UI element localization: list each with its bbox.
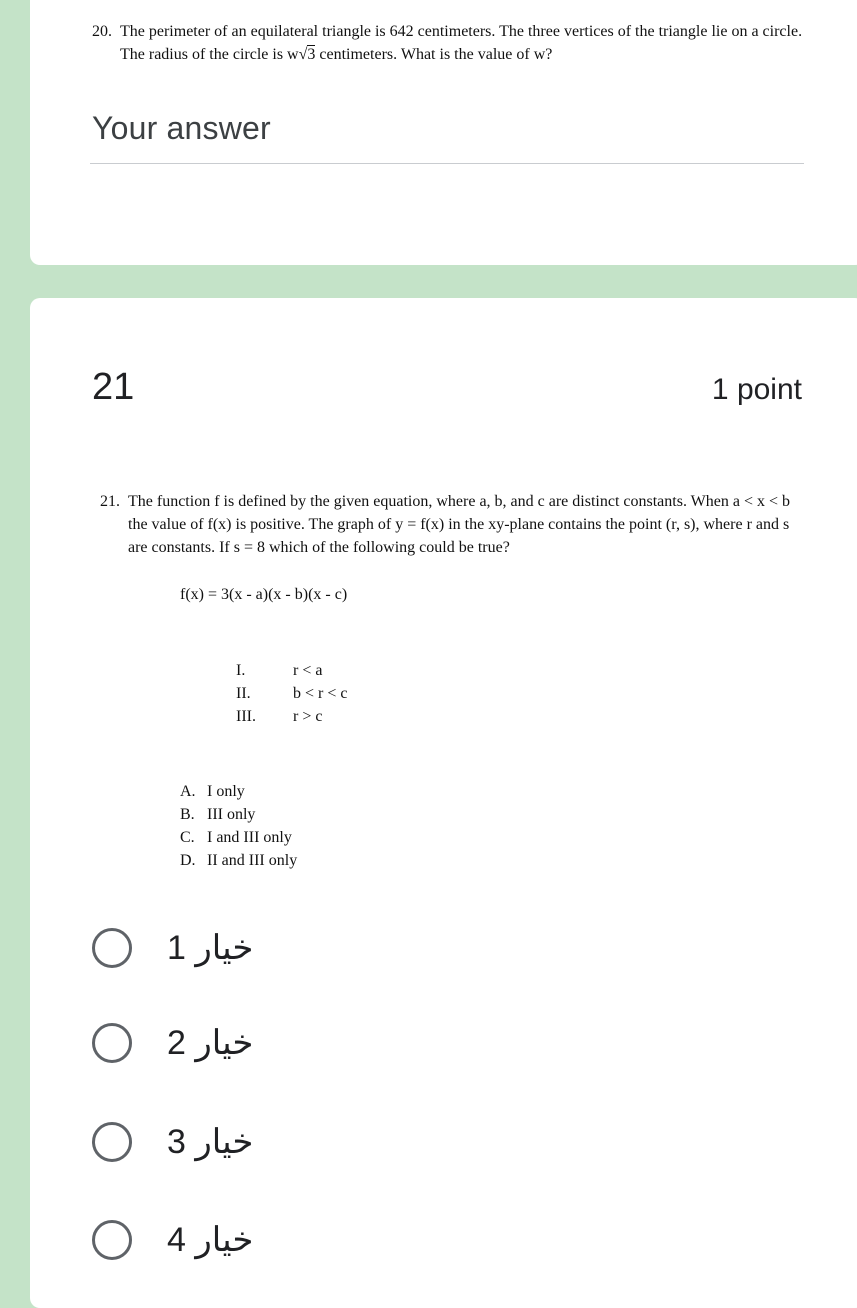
radio-option-4[interactable] [92,1210,253,1270]
question-21-text: The function f is defined by the given equation, where a, b, and c are distinct constants. When a < x < b the value of f(x) is positive. The graph of y = f(x) in the xy-plane contains the point (r, s), where r and s are constants. If s = 8 which of the following could be true? [128,493,790,556]
choice-letter: D. [180,852,196,869]
question-title: 21 [92,366,135,408]
choice-text: I and III only [207,829,292,846]
statement-ii [236,682,347,705]
statement-iii [236,705,322,728]
statement-expr: r > c [293,708,323,725]
choice-a [180,780,297,803]
statement-i [236,659,322,682]
radio-option-1[interactable] [92,918,253,978]
choice-text: II and III only [207,852,298,869]
question-20-number: 20. [92,23,112,40]
statement-roman: III. [236,708,256,725]
statement-expr: b < r < c [293,685,348,702]
choice-letter: A. [180,783,196,800]
answer-underline [90,163,804,164]
choice-letter: B. [180,806,195,823]
answer-choices-list [180,780,297,872]
question-21-card [30,298,857,1308]
question-20-text-block [92,20,812,66]
statement-roman: II. [236,685,251,702]
answer-input[interactable]: Your answer [92,110,271,146]
question-21-text-block [100,490,812,559]
radio-option-3[interactable] [92,1112,253,1172]
choice-b [180,803,297,826]
choice-c [180,826,297,849]
radio-button-icon[interactable] [92,1122,132,1162]
radicand: 3 [307,46,316,63]
radical-symbol: √ [298,46,308,63]
question-20-text-part-1: The perimeter of an equilateral triangle is 642 centimeters. The three vertices of the triangle lie on a circle. The radius of the circle is w [120,23,803,63]
choice-letter: C. [180,829,195,846]
choice-text: I only [207,783,245,800]
question-20-card [30,0,857,265]
option-label[interactable]: خيار 2 [167,1024,254,1062]
radio-button-icon[interactable] [92,1023,132,1063]
radio-button-icon[interactable] [92,1220,132,1260]
radio-button-icon[interactable] [92,928,132,968]
statement-expr: r < a [293,662,323,679]
question-21-number: 21. [100,493,120,510]
function-equation: f(x) = 3(x - a)(x - b)(x - c) [180,586,348,603]
question-20-text-part-2: centimeters. What is the value of w? [315,46,553,63]
option-label[interactable]: خيار 3 [167,1123,254,1161]
question-20-text [120,20,812,66]
statement-roman: I. [236,662,246,679]
option-label[interactable]: خيار 4 [167,1221,254,1259]
choice-d [180,849,297,872]
option-label[interactable]: خيار 1 [167,929,254,967]
choice-text: III only [207,806,256,823]
question-points: 1 point [711,373,802,406]
radio-option-2[interactable] [92,1013,253,1073]
